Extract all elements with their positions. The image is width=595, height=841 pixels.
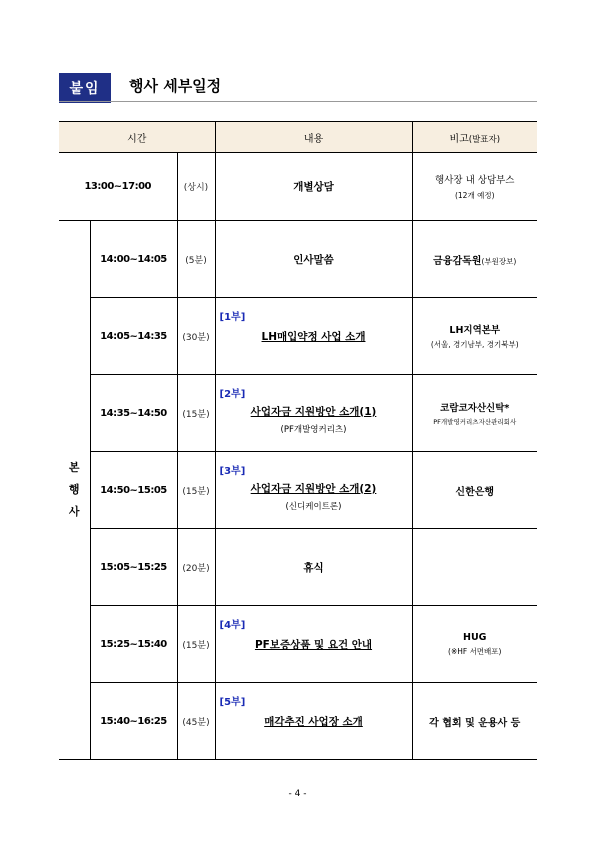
time-cell: 14:05~14:35 — [90, 298, 177, 375]
content-cell: 인사말씀 — [215, 221, 412, 298]
duration-cell: (5분) — [177, 221, 215, 298]
schedule-table — [59, 121, 537, 760]
content-cell: [1부] LH매입약정 사업 소개 — [215, 298, 412, 375]
part-label: [1부] — [219, 312, 246, 323]
duration-cell: (20분) — [177, 529, 215, 606]
header-content: 내용 — [215, 122, 412, 153]
content-cell: [5부] 매각추진 사업장 소개 — [215, 683, 412, 760]
table-row — [59, 683, 537, 760]
content-cell: [4부] PF보증상품 및 요건 안내 — [215, 606, 412, 683]
table-row — [59, 375, 537, 452]
attachment-badge: 붙임 — [59, 73, 111, 103]
table-row — [59, 452, 537, 529]
page-number: - 4 - — [288, 789, 307, 799]
page-title: 행사 세부일정 — [129, 77, 222, 95]
note-cell — [412, 529, 537, 606]
part-label: [4부] — [219, 620, 246, 631]
content-cell: [2부] 사업자금 지원방안 소개(1) (PF개발영커리츠) — [215, 375, 412, 452]
time-cell: 15:05~15:25 — [90, 529, 177, 606]
content-cell: 개별상담 — [215, 153, 412, 221]
content-cell: 휴식 — [215, 529, 412, 606]
table-row — [59, 298, 537, 375]
table-row — [59, 529, 537, 606]
duration-cell: (15분) — [177, 606, 215, 683]
note-cell: 각 협회 및 운용사 등 — [412, 683, 537, 760]
header-note: 비고(발표자) — [412, 122, 537, 153]
part-label: [5부] — [219, 697, 246, 708]
note-cell: 행사장 내 상담부스 (12개 예정) — [412, 153, 537, 221]
time-cell: 14:00~14:05 — [90, 221, 177, 298]
time-cell: 14:35~14:50 — [90, 375, 177, 452]
main-event-label: 본 행 사 — [59, 221, 90, 760]
table-row — [59, 221, 537, 298]
duration-cell: (45분) — [177, 683, 215, 760]
duration-cell: (30분) — [177, 298, 215, 375]
time-cell: 13:00~17:00 — [59, 153, 177, 221]
duration-cell: (15분) — [177, 375, 215, 452]
note-cell: 금융감독원(부원장보) — [412, 221, 537, 298]
content-cell: [3부] 사업자금 지원방안 소개(2) (신디케이트론) — [215, 452, 412, 529]
time-cell: 15:25~15:40 — [90, 606, 177, 683]
note-cell: LH지역본부 (서울, 경기남부, 경기북부) — [412, 298, 537, 375]
header-time: 시간 — [59, 122, 215, 153]
table-row — [59, 606, 537, 683]
duration-cell: (15분) — [177, 452, 215, 529]
time-cell: 15:40~16:25 — [90, 683, 177, 760]
part-label: [2부] — [219, 389, 246, 400]
table-row — [59, 153, 537, 221]
header-divider — [59, 101, 537, 102]
time-cell: 14:50~15:05 — [90, 452, 177, 529]
duration-cell: (상시) — [177, 153, 215, 221]
note-cell: 신한은행 — [412, 452, 537, 529]
note-cell: 코람코자산신탁* PF개발영커리츠자산관리회사 — [412, 375, 537, 452]
part-label: [3부] — [219, 466, 246, 477]
note-cell: HUG (※HF 서면배포) — [412, 606, 537, 683]
